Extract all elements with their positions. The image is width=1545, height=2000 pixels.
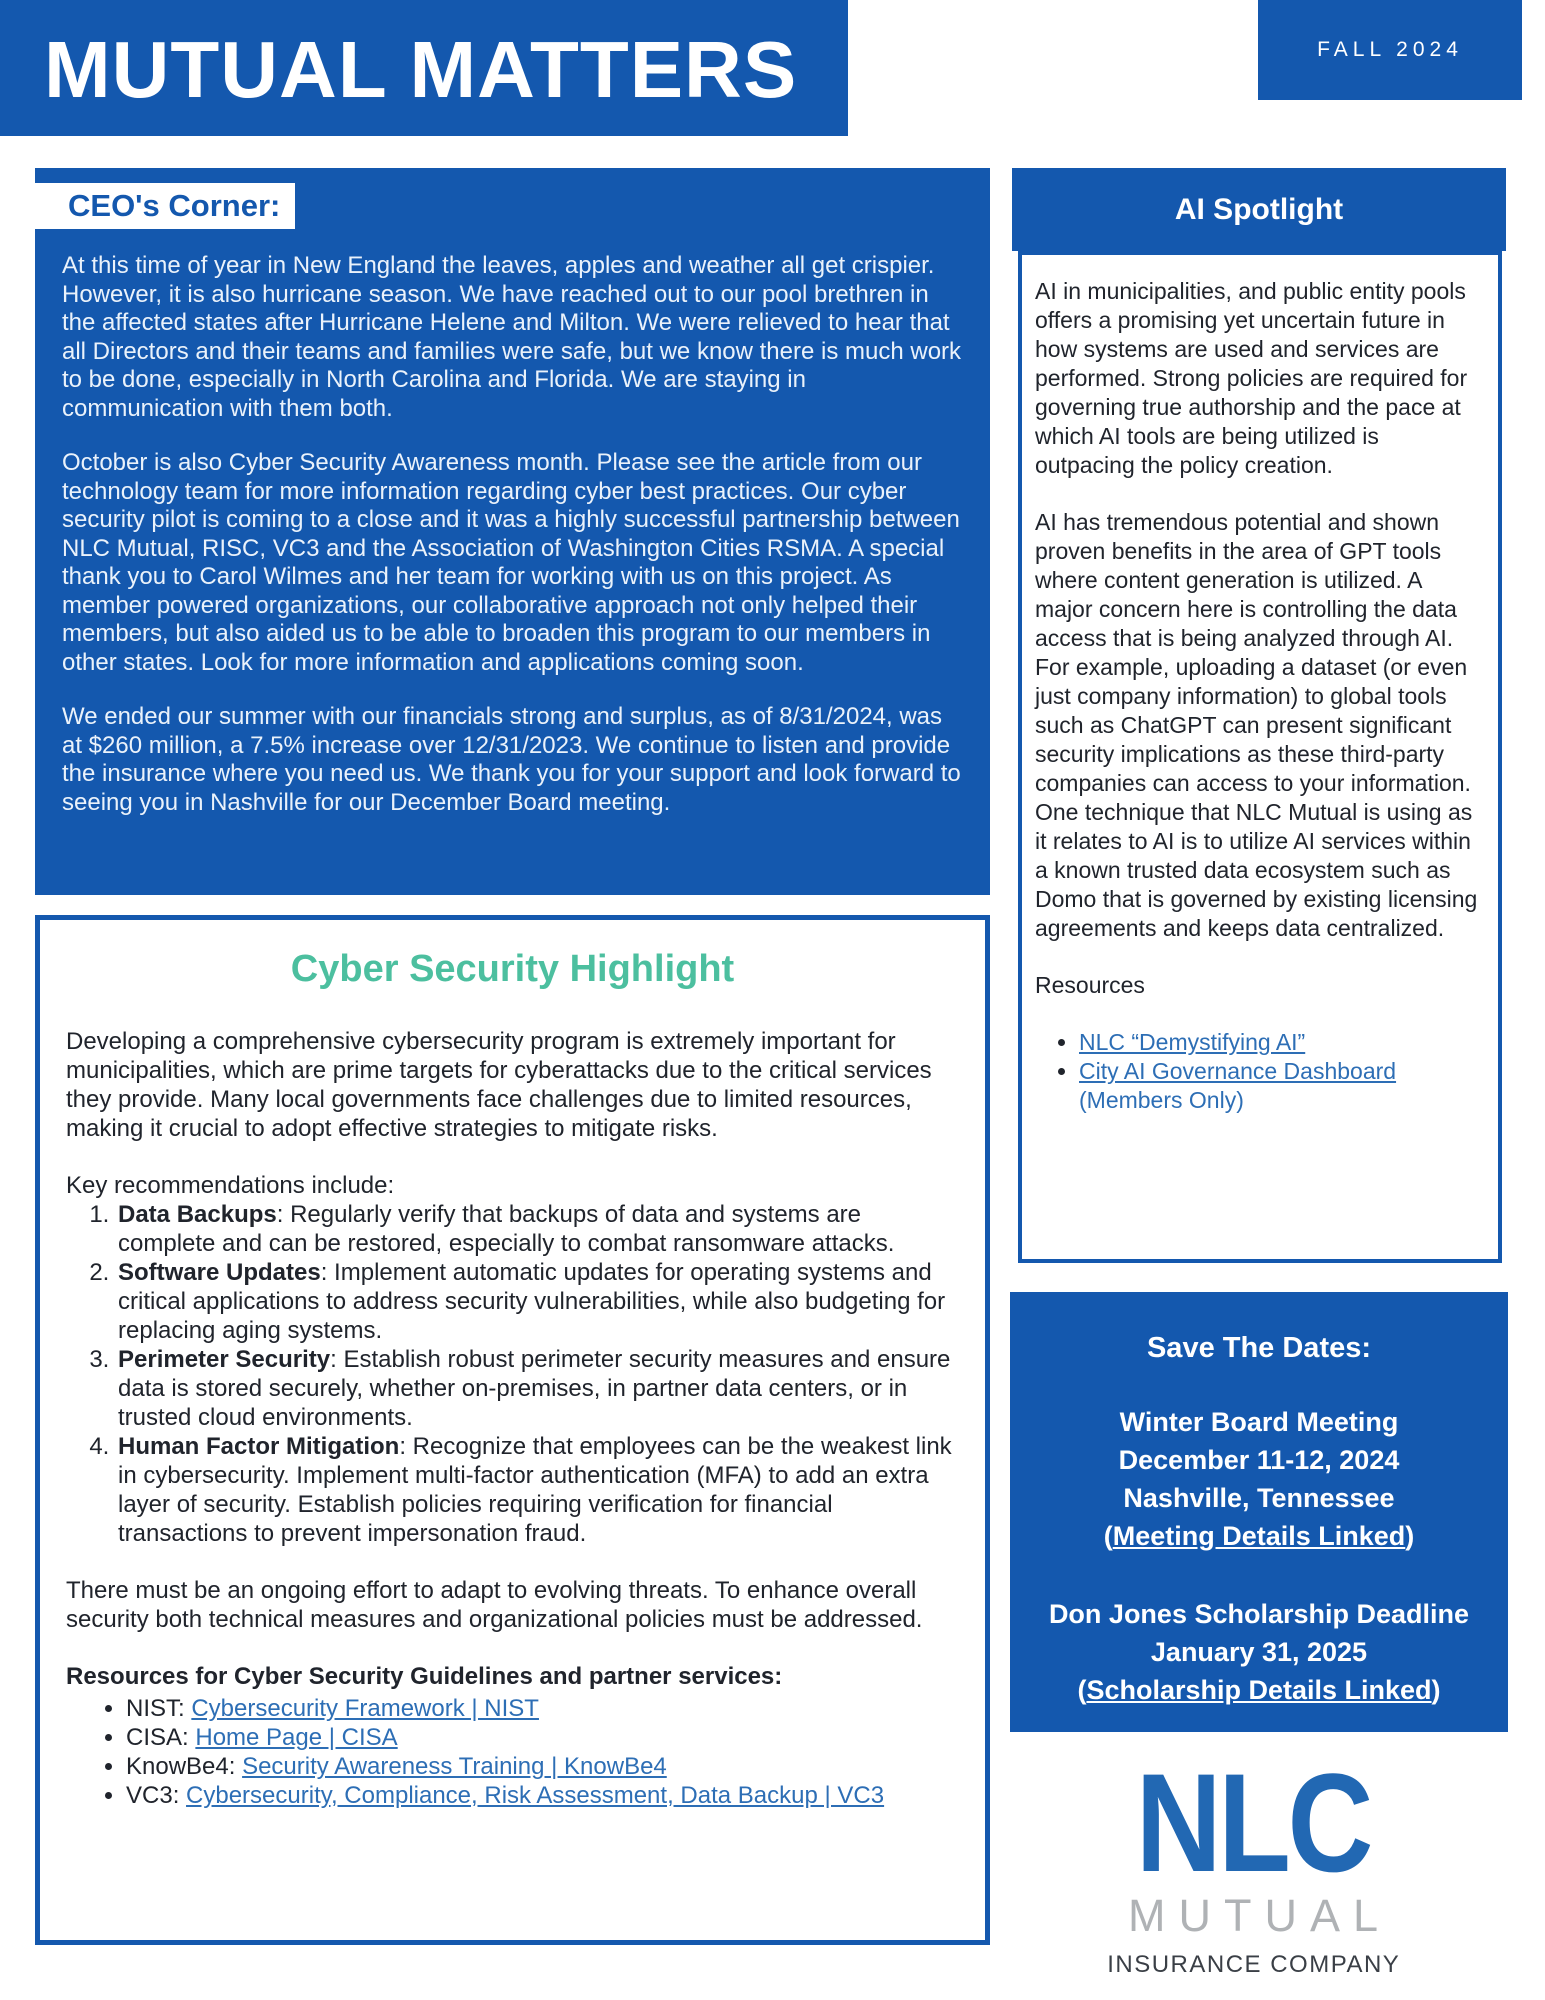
newsletter-title: MUTUAL MATTERS [44, 25, 798, 114]
ai-links-list [1035, 1028, 1484, 1115]
ai-link-item [1079, 1028, 1484, 1057]
logo-mutual-text: MUTUAL [1127, 1890, 1391, 1941]
ai-link-item [1079, 1057, 1484, 1115]
resource-label: CISA: [126, 1724, 196, 1751]
ceo-corner-section [35, 168, 990, 895]
paren: ) [1431, 1675, 1441, 1705]
event-link-line [1010, 1517, 1508, 1555]
demystifying-ai-link[interactable]: NLC “Demystifying AI” [1079, 1029, 1306, 1055]
resource-label: NIST: [126, 1695, 192, 1722]
key-recommendations-label: Key recommendations include: [66, 1172, 395, 1199]
ceo-paragraph: We ended our summer with our financials strong and surplus, as of 8/31/2024, was at $260 million, a 7.5% increase over 12/31/2023. We continue to listen and provide the insurance where you need us. We thank you for your support and look forward to seeing you in Nashville for our December Board meeting. [62, 703, 961, 816]
resource-link-vc3[interactable]: Cybersecurity, Compliance, Risk Assessment, Data Backup | VC3 [186, 1782, 885, 1809]
ceo-paragraph: At this time of year in New England the leaves, apples and weather all get crispier. However, it is also hurricane season. We have reached out to our pool brethren in the affected states after Hurricane Helene and Milton. We were relieved to hear that all Directors and their teams and families were safe, but we know there is much work to be done, especially in North Carolina and Florida. We are staying in communication with them both. [62, 252, 962, 422]
recommendations-list [66, 1200, 965, 1548]
paren: ) [1405, 1521, 1415, 1551]
logo-nlc-text: NLC [1135, 1744, 1371, 1901]
resource-item [126, 1752, 965, 1781]
meeting-details-link[interactable]: Meeting Details Linked [1112, 1521, 1406, 1551]
ai-spotlight-body [1035, 277, 1484, 1115]
members-only-note: (Members Only) [1079, 1087, 1244, 1113]
recommendation-item [116, 1345, 965, 1432]
recommendation-term: Perimeter Security [118, 1346, 331, 1373]
cyber-security-section [35, 915, 990, 1945]
ai-spotlight-heading-bar [1012, 168, 1506, 251]
resources-heading: Resources for Cyber Security Guidelines and partner services: [66, 1663, 783, 1690]
recommendation-term: Data Backups [118, 1201, 277, 1228]
paren: ( [1077, 1675, 1087, 1705]
paren: ( [1103, 1521, 1113, 1551]
ai-spotlight-heading: AI Spotlight [1174, 192, 1344, 226]
ai-paragraph: AI has tremendous potential and shown proven benefits in the area of GPT tools where content generation is utilized. A major concern here is controlling the data access that is being analyzed through AI. For example, uploading a dataset (or even just company information) to global tools such as ChatGPT can present significant security implications as these third-party companies can access to your information. One technique that NLC Mutual is using as it relates to AI is to utilize AI services within a known trusted data ecosystem such as Domo that is governed by existing licensing agreements and keeps data centralized. [1035, 509, 1478, 941]
event-line: January 31, 2025 [1150, 1637, 1368, 1667]
recommendation-text: : Recognize that employees can be the weakest link in cybersecurity. Implement multi-factor authentication (MFA) to add an extra layer of security. Establish policies requiring verification for financial transactions to prevent impersonation fraud. [118, 1433, 952, 1547]
ai-governance-dashboard-link[interactable]: City AI Governance Dashboard [1079, 1058, 1397, 1084]
nlc-mutual-logo [1048, 1744, 1458, 1979]
event-line: Winter Board Meeting [1119, 1407, 1399, 1437]
ai-spotlight-section [1018, 251, 1502, 1263]
ceo-corner-body [62, 252, 968, 843]
recommendation-text: : Regularly verify that backups of data and systems are complete and can be restored, especially to combat ransomware attacks. [118, 1201, 895, 1257]
resource-item [126, 1723, 965, 1752]
resources-list [66, 1694, 965, 1810]
cyber-security-body [66, 1027, 965, 1810]
cyber-security-heading: Cyber Security Highlight [290, 948, 735, 990]
save-the-dates-section [1010, 1292, 1508, 1732]
resource-link-cisa[interactable]: Home Page | CISA [195, 1724, 398, 1751]
ai-paragraph: AI in municipalities, and public entity pools offers a promising yet uncertain future in how systems are used and services are performed. Strong policies are required for governing true authorship and the pace at which AI tools are being utilized is outpacing the policy creation. [1035, 278, 1468, 478]
resource-item [126, 1781, 965, 1810]
resource-item [126, 1694, 965, 1723]
save-the-dates-heading: Save The Dates: [1146, 1332, 1372, 1364]
recommendation-item [116, 1258, 965, 1345]
ceo-paragraph: October is also Cyber Security Awareness month. Please see the article from our technology team for more information regarding cyber best practices. Our cyber security pilot is coming to a close and it was a highly successful partnership between NLC Mutual, RISC, VC3 and the Association of Washington Cities RSMA. A special thank you to Carol Wilmes and her team for working with us on this project. As member powered organizations, our collaborative approach not only helped their members, but also aided us to be able to broaden this program to our members in other states. Look for more information and applications coming soon. [62, 449, 960, 676]
resource-link-knowbe4[interactable]: Security Awareness Training | KnowBe4 [242, 1753, 667, 1780]
issue-badge [1258, 0, 1522, 100]
recommendation-item [116, 1200, 965, 1258]
cyber-intro: Developing a comprehensive cybersecurity program is extremely important for municipalities, which are prime targets for cyberattacks due to the critical services they provide. Many local governments face challenges due to limited resources, making it crucial to adopt effective strategies to mitigate risks. [66, 1028, 932, 1142]
event-line: Don Jones Scholarship Deadline [1048, 1599, 1470, 1629]
event-line: December 11-12, 2024 [1118, 1445, 1400, 1475]
resource-link-nist[interactable]: Cybersecurity Framework | NIST [191, 1695, 539, 1722]
recommendation-text: : Establish robust perimeter security measures and ensure data is stored securely, whether on-premises, in partner data centers, or in trusted cloud environments. [118, 1346, 951, 1431]
issue-label: FALL 2024 [1317, 38, 1463, 61]
resource-label: VC3: [126, 1782, 187, 1809]
logo-insurance-company-text: INSURANCE COMPANY [1107, 1951, 1401, 1978]
winter-board-meeting-event [1010, 1403, 1508, 1555]
cyber-closing: There must be an ongoing effort to adapt to evolving threats. To enhance overall security both technical measures and organizational policies must be addressed. [66, 1577, 923, 1633]
recommendation-item [116, 1432, 965, 1548]
don-jones-scholarship-event [1010, 1595, 1508, 1709]
recommendation-text: : Implement automatic updates for operating systems and critical applications to address security vulnerabilities, while also budgeting for replacing aging systems. [118, 1259, 946, 1344]
resource-label: KnowBe4: [126, 1753, 243, 1780]
event-line: Nashville, Tennessee [1123, 1483, 1395, 1513]
ai-resources-label: Resources [1035, 972, 1145, 998]
ceo-corner-heading: CEO's Corner: [35, 183, 295, 229]
event-link-line [1010, 1671, 1508, 1709]
masthead-bar [0, 0, 848, 136]
scholarship-details-link[interactable]: Scholarship Details Linked [1086, 1675, 1432, 1705]
recommendation-term: Human Factor Mitigation [118, 1433, 400, 1460]
recommendation-term: Software Updates [118, 1259, 321, 1286]
